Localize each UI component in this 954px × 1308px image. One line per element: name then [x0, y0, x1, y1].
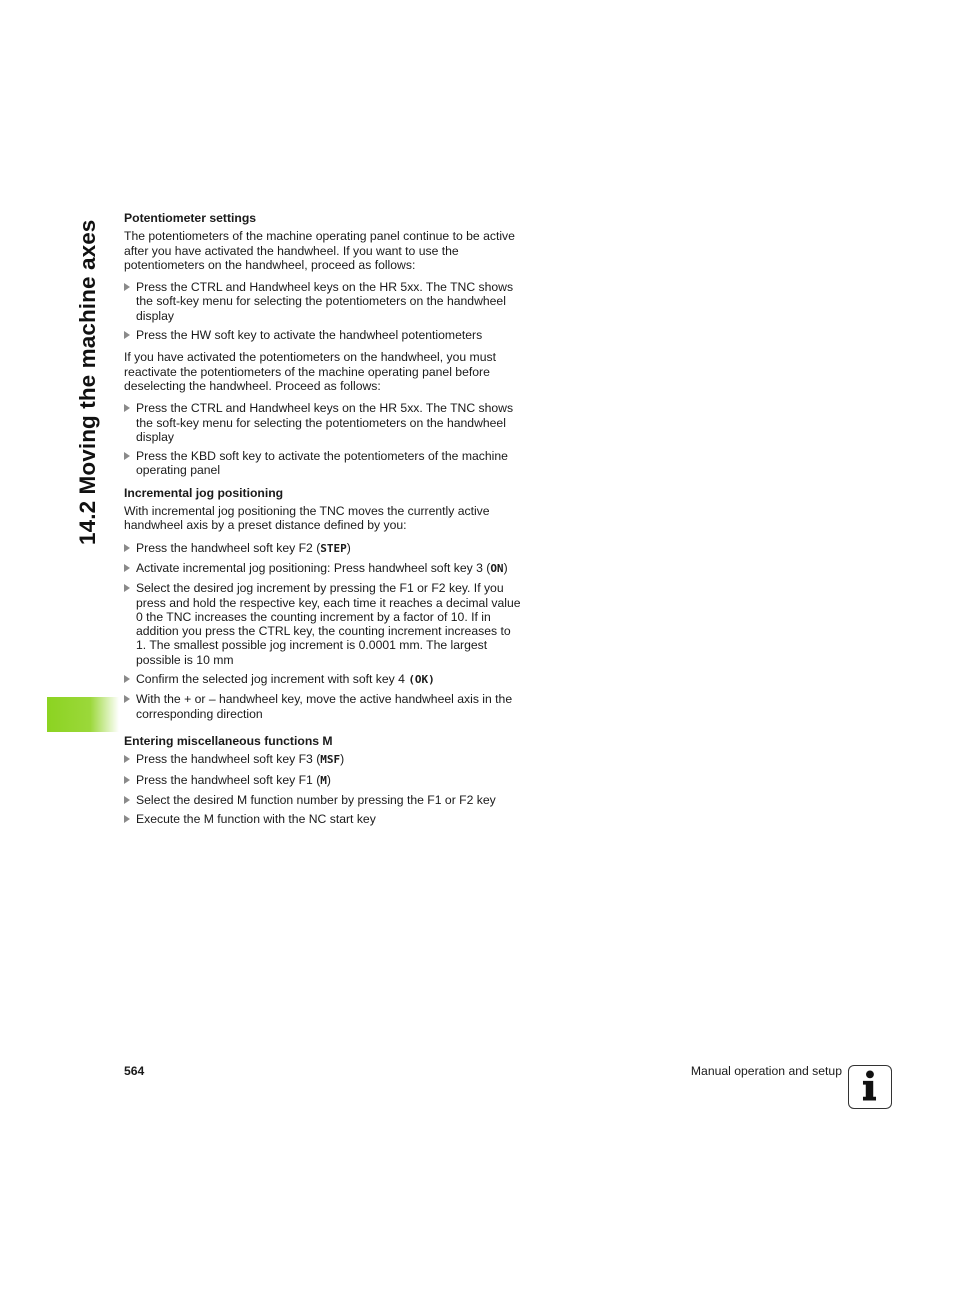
list-item: [124, 328, 524, 342]
triangle-bullet-icon: [124, 404, 130, 412]
list-item-text: ): [326, 772, 331, 787]
paragraph: With incremental jog positioning the TNC moves the currently active handwheel axis by a preset distance defined by you:: [124, 504, 490, 533]
triangle-bullet-icon: [124, 815, 130, 823]
triangle-bullet-icon: [124, 755, 130, 763]
list-item: [124, 449, 524, 478]
soft-key-label: ON: [490, 561, 504, 575]
list-item-text: Select the desired M function number by pressing the F1 or F2 key: [136, 792, 496, 807]
triangle-bullet-icon: [124, 675, 130, 683]
list-item: [124, 541, 524, 556]
list-item: [124, 773, 524, 788]
list-item-text: ): [340, 752, 345, 767]
list-item-text: Press the KBD soft key to activate the potentiometers of the machine operating panel: [136, 449, 508, 478]
list-item-text: Activate incremental jog positioning: Press handwheel soft key 3 (: [136, 560, 491, 575]
triangle-bullet-icon: [124, 796, 130, 804]
soft-key-label: (OK): [408, 673, 435, 687]
list-item: [124, 672, 524, 687]
list-item: [124, 280, 524, 323]
triangle-bullet-icon: [124, 695, 130, 703]
list-item-text: Press the handwheel soft key F2 (: [136, 540, 321, 555]
list-item: [124, 561, 524, 576]
soft-key-label: STEP: [320, 541, 347, 555]
section-heading-potentiometer: Potentiometer settings: [124, 211, 257, 225]
list-item: [124, 581, 524, 667]
list-item-text: Press the HW soft key to activate the handwheel potentiometers: [136, 328, 483, 343]
triangle-bullet-icon: [124, 331, 130, 339]
paragraph: If you have activated the potentiometers on the handwheel, you must reactivate the potentiometers of the machine operating panel before deselecting the handwheel. Proceed as follows:: [124, 350, 496, 393]
triangle-bullet-icon: [124, 283, 130, 291]
footer-chapter-title: Manual operation and setup: [690, 1064, 842, 1078]
page-content: [124, 211, 524, 831]
list-item: [124, 793, 524, 807]
list-item-text: Select the desired jog increment by pressing the F1 or F2 key. If you press and hold the respective key, each time it reaches a decimal value 0 the TNC increases the counting increment by a factor of 10. If in addition you press the CTRL key, the counting increment increases to 1. The smallest possible jog increment is 0.0001 mm. The largest possible is 10 mm: [136, 581, 521, 667]
triangle-bullet-icon: [124, 544, 130, 552]
list-item-text: With the + or – handwheel key, move the active handwheel axis in the corresponding direction: [136, 692, 513, 721]
list-item-text: Execute the M function with the NC start key: [136, 812, 376, 827]
list-item: [124, 752, 524, 767]
triangle-bullet-icon: [124, 564, 130, 572]
list-item-text: ): [503, 560, 508, 575]
chapter-tab-marker: [47, 697, 119, 732]
list-item: [124, 812, 524, 826]
section-heading-jog: Incremental jog positioning: [124, 485, 284, 500]
list-item: [124, 692, 524, 721]
list-item-text: Press the handwheel soft key F1 (: [136, 772, 321, 787]
paragraph: The potentiometers of the machine operating panel continue to be active after you have activated the handwheel. If you want to use the potentiometers on the handwheel, proceed as follows:: [124, 229, 515, 272]
section-heading-mfunc: Entering miscellaneous functions M: [124, 733, 333, 748]
triangle-bullet-icon: [124, 452, 130, 460]
chapter-title: 14.2 Moving the machine axes: [75, 219, 100, 545]
list-item-text: Press the CTRL and Handwheel keys on the HR 5xx. The TNC shows the soft-key menu for selecting the potentiometers on the handwheel display: [136, 401, 514, 444]
list-item-text: Confirm the selected jog increment with soft key 4: [136, 672, 409, 687]
list-item-text: ): [346, 540, 351, 555]
list-item-text: Press the CTRL and Handwheel keys on the HR 5xx. The TNC shows the soft-key menu for selecting the potentiometers on the handwheel display: [136, 280, 514, 323]
page-number: 564: [124, 1064, 145, 1078]
triangle-bullet-icon: [124, 584, 130, 592]
soft-key-label: M: [320, 773, 327, 787]
soft-key-label: MSF: [320, 753, 341, 767]
list-item: [124, 401, 524, 444]
list-item-text: Press the handwheel soft key F3 (: [136, 752, 321, 767]
info-icon: [848, 1065, 892, 1109]
triangle-bullet-icon: [124, 776, 130, 784]
